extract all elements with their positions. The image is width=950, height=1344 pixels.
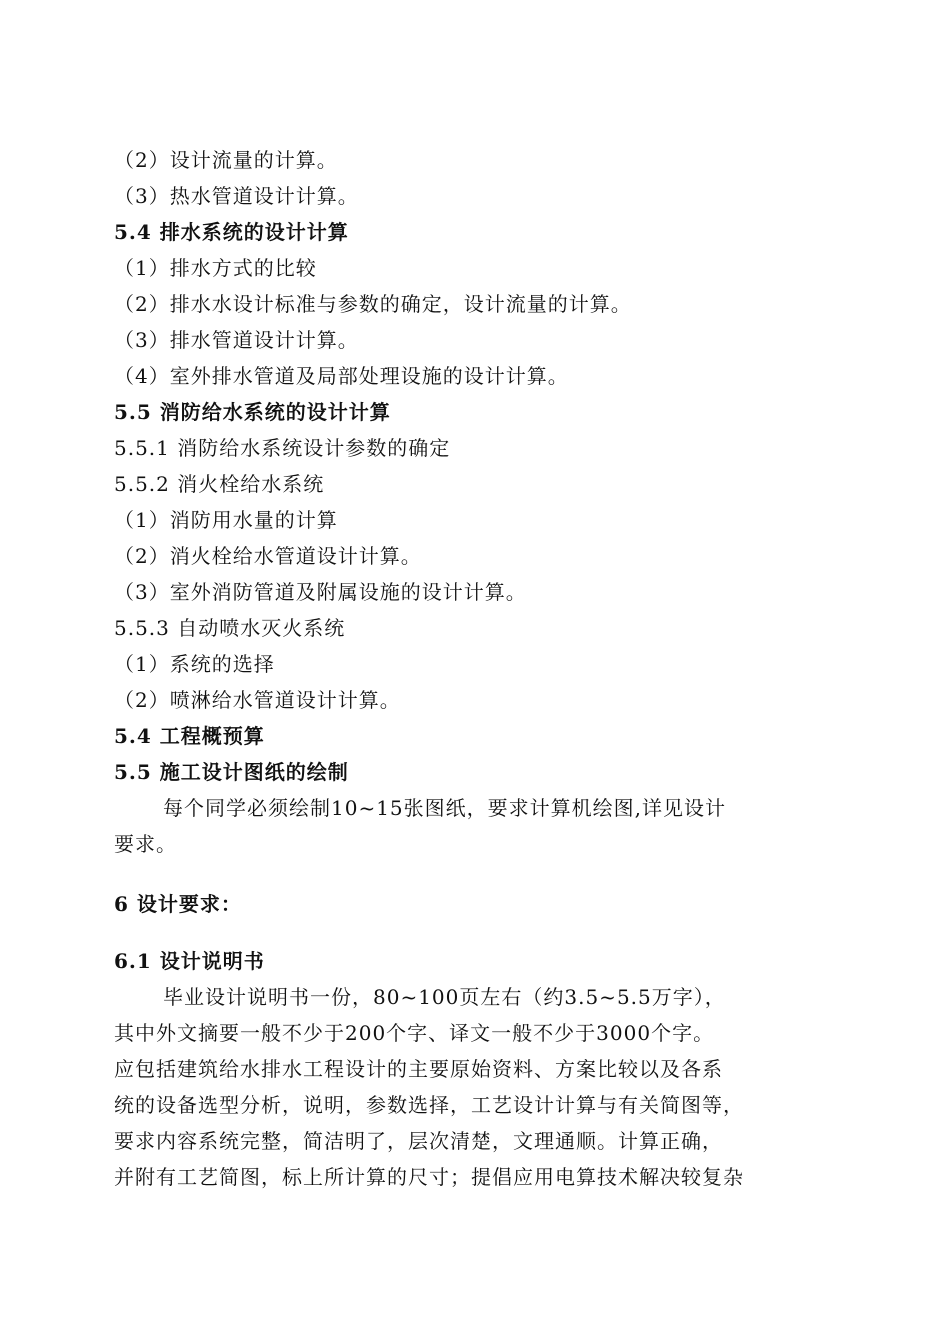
section-heading: 5.5 施工设计图纸的绘制 [114,760,349,784]
paragraph-line: 每个同学必须绘制10~15张图纸，要求计算机绘图,详见设计 [163,796,727,820]
section-heading: 5.5 消防给水系统的设计计算 [114,400,391,424]
list-item: （1）消防用水量的计算 [114,508,338,532]
paragraph-line: 应包括建筑给水排水工程设计的主要原始资料、方案比较以及各系 [114,1057,723,1081]
subsection-heading: 5.5.2 消火栓给水系统 [114,472,325,496]
list-item: （3）室外消防管道及附属设施的设计计算。 [114,580,527,604]
section-heading: 5.4 工程概预算 [114,724,265,748]
list-item: （3）排水管道设计计算。 [114,328,359,352]
list-item: （4）室外排水管道及局部处理设施的设计计算。 [114,364,569,388]
paragraph-line: 统的设备选型分析，说明，参数选择，工艺设计计算与有关简图等， [114,1093,744,1117]
list-item: （3）热水管道设计计算。 [114,184,359,208]
list-item: （2）排水水设计标准与参数的确定，设计流量的计算。 [114,292,632,316]
list-item: （2）消火栓给水管道设计计算。 [114,544,422,568]
chapter-heading: 6 设计要求： [114,892,242,916]
list-item: （2）设计流量的计算。 [114,148,338,172]
paragraph-line: 其中外文摘要一般不少于200个字、译文一般不少于3000个字。 [114,1021,715,1045]
paragraph-line: 要求。 [114,832,177,856]
list-item: （2）喷淋给水管道设计计算。 [114,688,401,712]
list-item: （1）排水方式的比较 [114,256,317,280]
section-heading: 5.4 排水系统的设计计算 [114,220,349,244]
paragraph-line: 并附有工艺简图，标上所计算的尺寸；提倡应用电算技术解决较复杂 [114,1165,744,1189]
section-heading: 6.1 设计说明书 [114,949,265,973]
subsection-heading: 5.5.3 自动喷水灭火系统 [114,616,346,640]
subsection-heading: 5.5.1 消防给水系统设计参数的确定 [114,436,451,460]
paragraph-line: 要求内容系统完整，简洁明了，层次清楚，文理通顺。计算正确， [114,1129,723,1153]
list-item: （1）系统的选择 [114,652,275,676]
paragraph-line: 毕业设计说明书一份，80~100页左右（约3.5~5.5万字）， [163,985,726,1009]
